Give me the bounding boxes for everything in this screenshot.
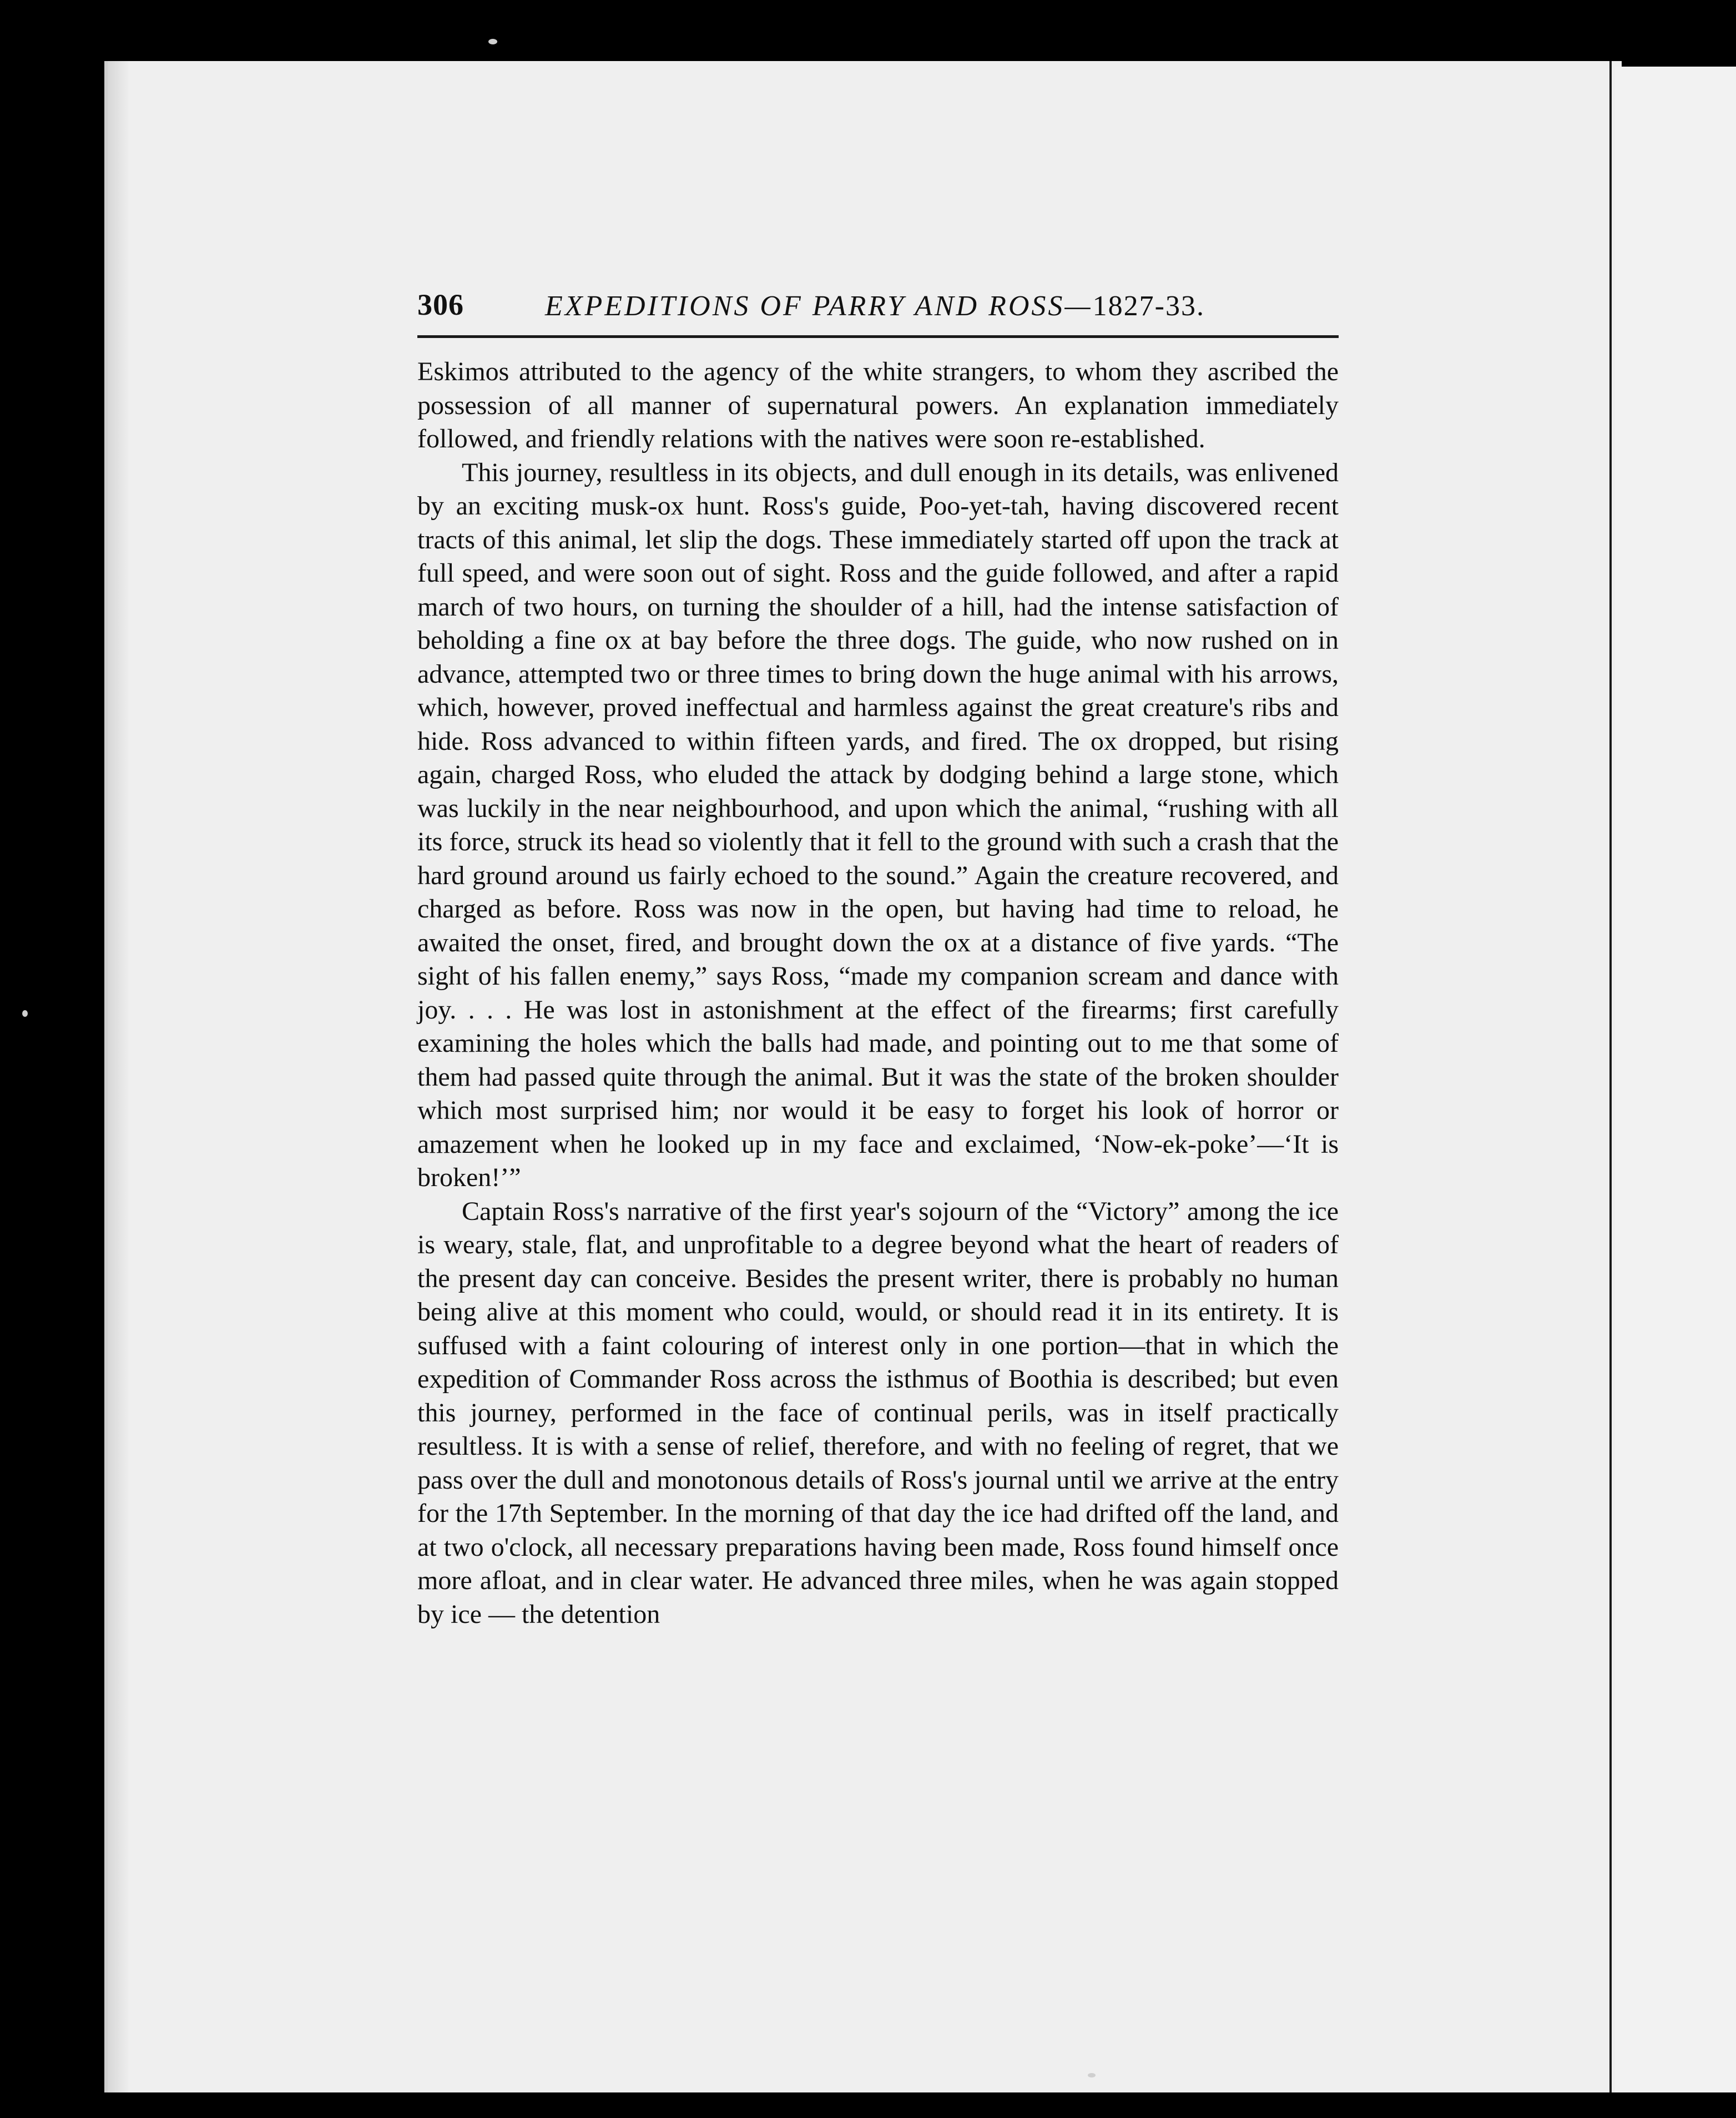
dust-speck (1088, 2073, 1096, 2077)
paragraph: This journey, resultless in its objects, and dull enough in its details, was enlivened by an exciting musk-ox hunt. Ross's guide, Poo-yet-tah, having discovered recent tracts of this animal, let slip the dogs. These immediately started off upon the track at full speed, and were soon out of sight. Ross and the guide followed, and after a rapid march of two hours, on turning the shoulder of a hill, had the intense satisfaction of beholding a fine ox at bay before the three dogs. The guide, who now rushed on in advance, attempted two or three times to bring down the huge animal with his arrows, which, however, proved ineffectual and harmless against the great creature's ribs and hide. Ross advanced to within fifteen yards, and fired. The ox dropped, but rising again, charged Ross, who eluded the attack by dodging behind a large stone, which was luckily in the near neighbourhood, and upon which the animal, “rushing with all its force, struck its head so violently that it fell to the ground with such a crash that the hard ground around us fairly echoed to the sound.” Again the creature recovered, and charged as before. Ross was now in the open, but having had time to reload, he awaited the onset, fired, and brought down the ox at a distance of five yards. “The sight of his fallen enemy,” says Ross, “made my companion scream and dance with joy. . . . He was lost in astonishment at the effect of the firearms; first carefully examining the holes which the balls had made, and pointing out to me that some of them had passed quite through the animal. But it was the state of the broken shoulder which most surprised him; nor would it be easy to forget his look of horror or amazement when he looked up in my face and exclaimed, ‘Now-ek-poke’—‘It is broken!’” (417, 457, 1339, 1192)
running-title (545, 290, 1205, 322)
body-text (417, 355, 1339, 1631)
facing-page-edge (1615, 67, 1736, 2092)
dust-speck (488, 39, 497, 44)
paragraph: Eskimos attributed to the agency of the white strangers, to whom they ascribed the possession of all manner of supernatural powers. An explanation immediately followed, and friendly relations with the natives were soon re-established. (417, 357, 1339, 453)
header-rule (417, 335, 1339, 338)
running-title-text: EXPEDITIONS OF PARRY AND ROSS— (545, 290, 1093, 322)
page-fold-shadow (1609, 61, 1612, 2092)
running-title-years: 1827-33. (1092, 290, 1205, 322)
page-number: 306 (417, 288, 464, 321)
dust-speck (22, 1010, 28, 1017)
running-header (417, 288, 1250, 337)
paragraph: Captain Ross's narrative of the first year's sojourn of the “Victory” among the ice is weary, stale, flat, and unprofitable to a degree beyond what the heart of readers of the present day can conceive. Besides the present writer, there is probably no human being alive at this moment who could, would, or should read it in its entirety. It is suffused with a faint colouring of interest only in one portion—that in which the expedition of Commander Ross across the isthmus of Boothia is described; but even this journey, performed in the face of continual perils, was in itself practically resultless. It is with a sense of relief, therefore, and with no feeling of regret, that we pass over the dull and monotonous details of Ross's journal until we arrive at the entry for the 17th September. In the morning of that day the ice had drifted off the land, and at two o'clock, all necessary preparations having been made, Ross found himself once more afloat, and in clear water. He advanced three miles, when he was again stopped by ice — the detention (417, 1196, 1339, 1629)
